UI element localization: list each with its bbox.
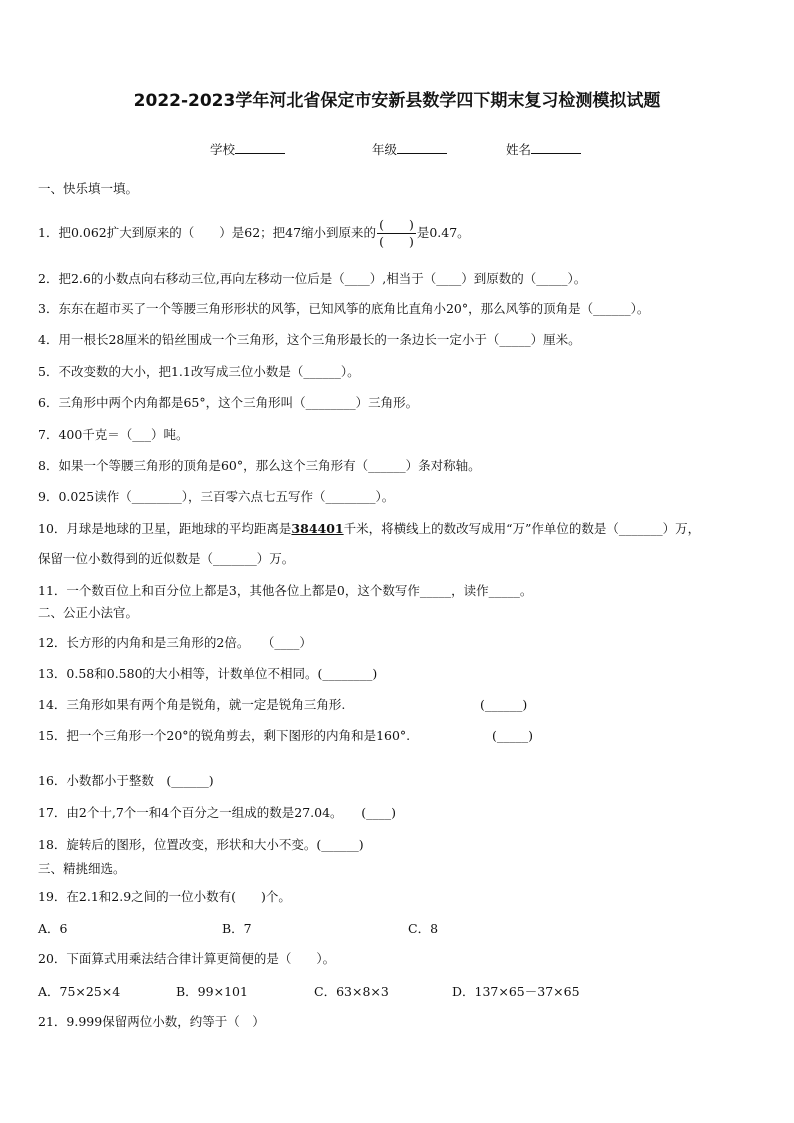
name-label: 姓名 [506,142,532,157]
question-4: 4．用一根长28厘米的铅丝围成一个三角形，这个三角形最长的一条边长一定小于（_____）厘米。 [38,332,581,347]
question-12: 12．长方形的内角和是三角形的2倍。 （____） [38,635,312,650]
grade-blank[interactable] [397,141,447,154]
q19-option-b[interactable]: B．7 [222,921,252,936]
question-6: 6．三角形中两个内角都是65°，这个三角形叫（________）三角形。 [38,395,419,410]
question-1 [38,213,764,253]
question-14 [38,696,764,714]
question-19: 19．在2.1和2.9之间的一位小数有( )个。 [38,889,291,904]
section-heading-2: 二、公正小法官。 [38,605,139,620]
grade-label: 年级 [372,142,398,157]
question-15-blank[interactable]: (_____) [492,728,534,743]
fraction-numerator[interactable]: ( ) [379,217,414,232]
question-1-text-b: 是0.47。 [416,225,470,240]
question-7: 7．400千克＝（___）吨。 [38,427,189,442]
q20-option-a[interactable]: A．75×25×4 [38,984,121,999]
question-16: 16．小数都小于整数 (______) [38,773,214,788]
question-11: 11．一个数百位上和百分位上都是3，其他各位上都是0，这个数写作_____，读作_____。 [38,583,533,598]
school-field [210,140,285,158]
question-18: 18．旋转后的图形，位置改变，形状和大小不变。(______) [38,837,364,852]
question-10-text-a: 10．月球是地球的卫星，距地球的平均距离是 [38,521,292,536]
fraction-denominator[interactable]: ( ) [379,234,414,249]
question-10-continued: 保留一位小数得到的近似数是（_______）万。 [38,551,295,566]
q20-option-d[interactable]: D．137×65－37×65 [452,984,580,999]
question-3: 3．东东在超市买了一个等腰三角形形状的风筝，已知风筝的底角比直角小20°，那么风筝的顶角是（______）。 [38,301,650,316]
school-blank[interactable] [235,141,285,154]
name-blank[interactable] [531,141,581,154]
q20-option-b[interactable]: B．99×101 [176,984,248,999]
question-2: 2．把2.6的小数点向右移动三位,再向左移动一位后是（____）,相当于（____）到原数的（_____）。 [38,271,587,286]
q19-option-a[interactable]: A．6 [38,921,68,936]
question-10 [38,520,764,538]
question-10-text-b: 千米，将横线上的数改写成用“万”作单位的数是（_______）万， [343,521,701,536]
question-15 [38,727,764,745]
question-5: 5．不改变数的大小，把1.1改写成三位小数是（______）。 [38,364,360,379]
question-9: 9．0.025读作（________），三百零六点七五写作（________）。 [38,489,395,504]
q19-option-c[interactable]: C．8 [408,921,439,936]
grade-field [372,140,447,158]
school-label: 学校 [210,142,236,157]
section-heading-3: 三、精挑细选。 [38,861,126,876]
underlined-number: 384401 [291,521,344,536]
name-field [506,140,581,158]
question-17: 17．由2个十,7个一和4个百分之一组成的数是27.04。 (____) [38,805,397,820]
question-21: 21．9.999保留两位小数，约等于（ ） [38,1014,265,1029]
question-20: 20．下面算式用乘法结合律计算更简便的是（ ）。 [38,951,336,966]
page-title: 2022-2023学年河北省保定市安新县数学四下期末复习检测模拟试题 [133,91,661,111]
question-13: 13．0.58和0.580的大小相等，计数单位不相同。(________) [38,666,378,681]
fraction-blank [377,217,416,250]
question-14-blank[interactable]: (______) [480,697,528,712]
question-14-text: 14．三角形如果有两个角是锐角，就一定是锐角三角形. [38,697,346,712]
q20-option-c[interactable]: C．63×8×3 [314,984,389,999]
question-8: 8．如果一个等腰三角形的顶角是60°，那么这个三角形有（______）条对称轴。 [38,458,481,473]
question-1-text-a: 1．把0.062扩大到原来的（ ）是62；把47缩小到原来的 [38,225,377,240]
section-heading-1: 一、快乐填一填。 [38,181,139,196]
question-15-text: 15．把一个三角形一个20°的锐角剪去，剩下图形的内角和是160°. [38,728,411,743]
